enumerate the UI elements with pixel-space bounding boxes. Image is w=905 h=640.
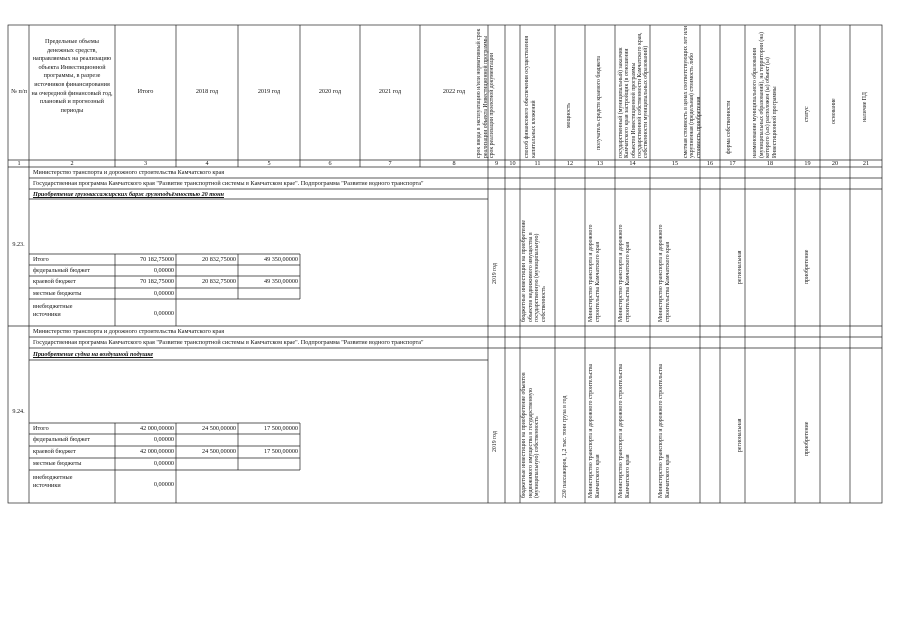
state-customer: Министерство транспорта и дорожного строительства Камчатского края bbox=[618, 363, 631, 498]
funding-2018: 24 500,00000 bbox=[201, 425, 236, 432]
ministry-row: Министерство транспорта и дорожного строительства Камчатского края bbox=[33, 328, 225, 335]
col-number: 1 bbox=[17, 160, 21, 167]
funding-label: местные бюджеты bbox=[33, 460, 82, 467]
capacity: 230 пассажиров, 1,2 тыс. тонн груза в год bbox=[562, 395, 568, 498]
col-number: 14 bbox=[629, 160, 636, 167]
funding-2019: 17 500,00000 bbox=[263, 448, 298, 455]
funding-label: Итого bbox=[33, 425, 49, 432]
funding-2018: 20 832,75000 bbox=[201, 278, 236, 285]
header-col-total: Итого bbox=[137, 88, 154, 95]
deadline: 2019 год bbox=[492, 263, 498, 284]
funding-total: 42 000,00000 bbox=[139, 448, 174, 455]
funding-total: 0,00000 bbox=[153, 460, 174, 467]
header-col-customer: государственный (муниципальный) заказчик Камчатского края застройщик (в отношении объектов Инвестиционной программы государственной собственности Камчатского края, собственности муниципальных образований) bbox=[618, 32, 650, 158]
header-col-2022: 2022 год bbox=[442, 88, 466, 95]
object-title: Приобретение судна на воздушной подушке bbox=[33, 351, 154, 358]
header-col-deadline: срок ввода в эксплуатацию и/или нормативный срок реализации объекта Инвестиционной программы срок реализации проектной документации bbox=[476, 28, 495, 158]
funding-label: краевой бюджет bbox=[33, 448, 76, 455]
header-col-2020: 2020 год bbox=[318, 88, 342, 95]
header-col-basis: основание bbox=[831, 98, 837, 124]
header-col-pd: наличие ПД bbox=[862, 92, 868, 122]
budget-recipient: Министерство транспорта и дорожного строительства Камчатского края bbox=[588, 224, 601, 322]
col-number: 4 bbox=[205, 160, 209, 167]
funding-2019: 49 350,00000 bbox=[263, 256, 298, 263]
header-col-2021: 2021 год bbox=[378, 88, 402, 95]
developer: Министерство транспорта и дорожного строительства Камчатского края bbox=[658, 363, 671, 498]
funding-label: федеральный бюджет bbox=[33, 267, 90, 274]
header-col-2019: 2019 год bbox=[257, 88, 281, 95]
funding-total: 70 182,75000 bbox=[139, 256, 174, 263]
header-col-funding: Предельные объемы денежных средств, направляемых на реализацию объекта Инвестиционной программы, в разрезе источников финансирования на очередной финансовый год, плановый и прогнозный периоды bbox=[31, 38, 113, 114]
program-row: Государственная программа Камчатского края "Развитие транспортной системы в Камчатском крае". Подпрограмма "Развитие водного транспорта" bbox=[33, 180, 424, 187]
funding-total: 0,00000 bbox=[153, 481, 174, 488]
col-number: 17 bbox=[729, 160, 736, 167]
col-number: 8 bbox=[452, 160, 456, 167]
budget-recipient: Министерство транспорта и дорожного строительства Камчатского края bbox=[588, 363, 601, 498]
funding-2019: 17 500,00000 bbox=[263, 425, 298, 432]
header-col-status: статус bbox=[804, 106, 810, 122]
col-number: 3 bbox=[143, 160, 148, 167]
funding-label: местные бюджеты bbox=[33, 290, 82, 297]
header-col-municipality: наименование муниципального образования (муниципальных образований), на территории (на) которого (ых) расположен (ы) объект (ы) Инвестиционной программы bbox=[752, 32, 778, 158]
funding-method: бюджетные инвестиции на приобретение объектов недвижимого имущества в государственную (муниципальную) собственность bbox=[521, 219, 547, 322]
col-number: 19 bbox=[804, 160, 811, 167]
funding-label: внебюджетные источники bbox=[33, 303, 73, 318]
header-col-method: способ финансового обеспечения осуществления капитальных вложений bbox=[524, 36, 537, 158]
developer: Министерство транспорта и дорожного строительства Камчатского края bbox=[658, 224, 671, 322]
header-col-capacity: мощность bbox=[566, 103, 572, 128]
funding-total: 0,00000 bbox=[153, 290, 174, 297]
col-number: 13 bbox=[596, 160, 604, 167]
funding-method: бюджетные инвестиции на приобретение объектов недвижимого имущества в государственную (муниципальную) собственность bbox=[521, 372, 540, 498]
col-number: 6 bbox=[328, 160, 332, 167]
col-number: 20 bbox=[831, 160, 839, 167]
status: приобретение bbox=[804, 249, 810, 284]
col-number: 21 bbox=[862, 160, 870, 167]
status: приобретение bbox=[804, 421, 810, 456]
col-number: 12 bbox=[566, 160, 574, 167]
funding-label: федеральный бюджет bbox=[33, 436, 90, 443]
funding-2019: 49 350,00000 bbox=[263, 278, 298, 285]
col-number: 9 bbox=[494, 160, 499, 167]
state-customer: Министерство транспорта и дорожного строительства Камчатского края bbox=[618, 224, 631, 322]
col-number: 16 bbox=[706, 160, 714, 167]
funding-total: 0,00000 bbox=[153, 436, 174, 443]
col-number: 2 bbox=[70, 160, 74, 167]
funding-label: внебюджетные источники bbox=[33, 474, 73, 489]
funding-label: краевой бюджет bbox=[33, 278, 76, 285]
row-number: 9.23. bbox=[12, 241, 25, 248]
deadline: 2019 год bbox=[492, 431, 498, 452]
program-row: Государственная программа Камчатского края "Развитие транспортной системы в Камчатском крае". Подпрограмма "Развитие водного транспорта" bbox=[33, 339, 424, 346]
col-number: 5 bbox=[267, 160, 271, 167]
ministry-row: Министерство транспорта и дорожного строительства Камчатского края bbox=[33, 169, 225, 176]
col-number: 10 bbox=[509, 160, 516, 167]
funding-2018: 24 500,00000 bbox=[201, 448, 236, 455]
header-col-number: № п/п bbox=[11, 88, 27, 95]
col-number: 7 bbox=[388, 160, 392, 167]
header-col-estimated-cost: сметная стоимость в ценах соответствующих лет или укрупненная (предельная) стоимость либо стоимость приобретения bbox=[683, 25, 702, 158]
ownership-form: региональная bbox=[737, 418, 743, 452]
col-number: 18 bbox=[766, 160, 774, 167]
row-number: 9.24. bbox=[12, 408, 25, 415]
funding-total: 70 182,75000 bbox=[139, 278, 174, 285]
funding-label: Итого bbox=[33, 256, 49, 263]
funding-2018: 20 832,75000 bbox=[201, 256, 236, 263]
header-col-ownership: форма собственности bbox=[726, 100, 732, 154]
header-col-2018: 2018 год bbox=[195, 88, 219, 95]
ownership-form: региональная bbox=[737, 250, 743, 284]
col-number: 11 bbox=[534, 160, 541, 167]
funding-total: 0,00000 bbox=[153, 310, 174, 317]
funding-total: 0,00000 bbox=[153, 267, 174, 274]
col-number: 15 bbox=[671, 160, 679, 167]
header-col-recipient: получатель средств краевого бюджета bbox=[596, 55, 602, 150]
funding-total: 42 000,00000 bbox=[139, 425, 174, 432]
object-title: Приобретение грузовассажирских барж грузоподъёмностью 20 тонн bbox=[33, 191, 224, 198]
